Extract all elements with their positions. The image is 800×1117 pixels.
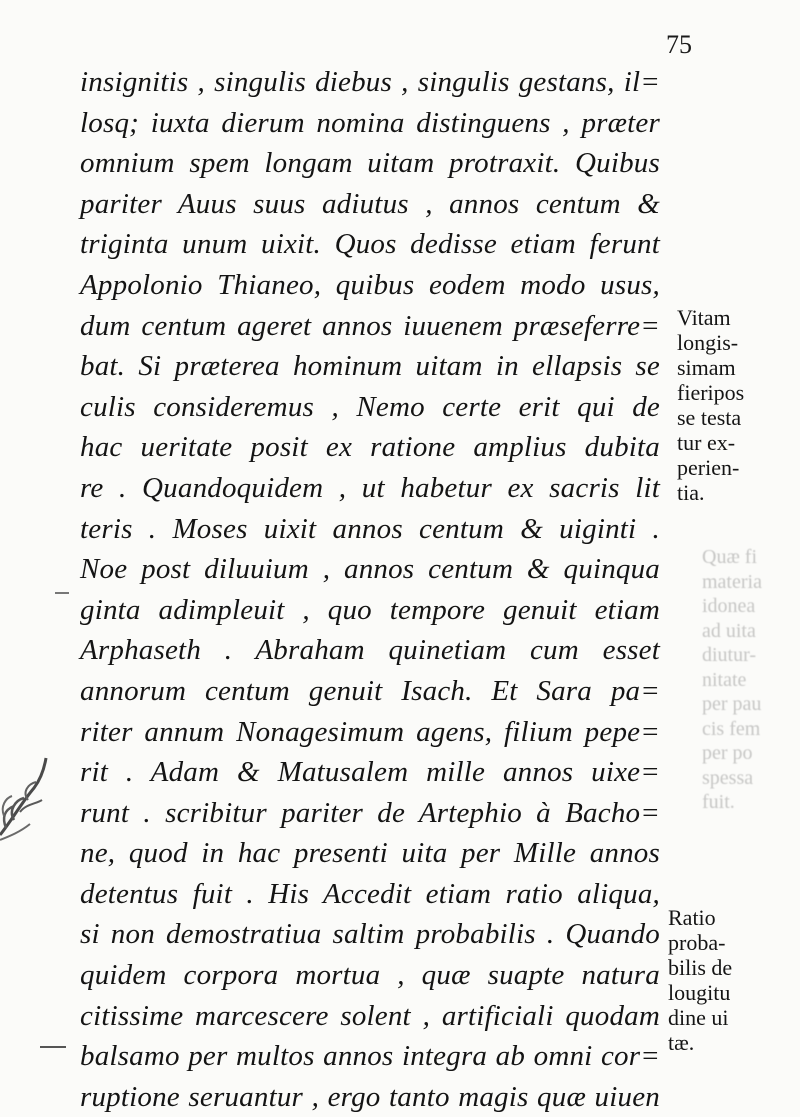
body-line: si non demostratiua saltim probabilis . Quando — [80, 918, 660, 951]
bleed-line: Quæ fi — [702, 546, 757, 568]
margin-note-vitam — [677, 305, 744, 505]
page-number: 75 — [666, 30, 692, 59]
body-line: omnium spem longam uitam protraxit. Quibus — [80, 147, 660, 180]
body-line: pariter Auus suus adiutus , annos centum & — [80, 187, 660, 220]
body-line: culis consideremus , Nemo certe erit qui de — [80, 390, 660, 423]
body-line: runt . scribitur pariter de Artephio à Bacho= — [80, 796, 660, 829]
body-line: citissime marcescere solent , artificiali quodam — [80, 999, 660, 1032]
margin-note-line: tia. — [677, 480, 705, 505]
bleed-line: materia — [702, 570, 762, 593]
bleed-line: ad uita — [702, 619, 756, 642]
margin-rule — [40, 1046, 66, 1048]
body-line: teris . Moses uixit annos centum & uiginti . — [80, 512, 660, 545]
margin-note-line: Vitam — [677, 305, 731, 330]
body-line: hac ueritate posit ex ratione amplius dubita — [80, 431, 660, 464]
margin-dash — [55, 592, 69, 594]
margin-note-line: se testa — [677, 405, 742, 430]
body-line: Arphaseth . Abraham quinetiam cum esset — [80, 634, 660, 667]
margin-note-line: fieripos — [677, 380, 745, 405]
bleed-line: nitate — [702, 668, 747, 691]
body-line: losq; iuxta dierum nomina distinguens , præter — [80, 106, 660, 139]
body-line: Appolonio Thianeo, quibus eodem modo usus, — [80, 268, 660, 301]
margin-note-line: Ratio — [668, 905, 716, 930]
margin-note-line: tæ. — [668, 1030, 695, 1055]
margin-note-line: lougitu — [668, 980, 731, 1005]
body-line: ne, quod in hac presenti uita per Mille annos — [80, 837, 660, 870]
margin-note-line: dine ui — [668, 1005, 729, 1030]
margin-note-line: bilis de — [668, 955, 733, 980]
body-line: Noe post diluuium , annos centum & quinqua — [80, 553, 660, 586]
margin-note-line: tur ex- — [677, 430, 736, 455]
body-line: bat. Si præterea hominum uitam in ellapsis se — [80, 350, 660, 383]
margin-note-line: perien- — [677, 455, 740, 480]
margin-note-ratio — [668, 905, 732, 1055]
body-line: ruptione seruantur , ergo tanto magis quæ uiuen — [80, 1080, 660, 1113]
margin-note-line: simam — [677, 355, 736, 380]
body-line: triginta unum uixit. Quos dedisse etiam ferunt — [80, 228, 660, 261]
body-line: insignitis , singulis diebus , singulis gestans, il= — [80, 66, 660, 98]
body-line: detentus fuit . His Accedit etiam ratio aliqua, — [80, 877, 660, 910]
pressed-plant-icon — [0, 740, 60, 850]
body-text — [80, 62, 660, 1117]
margin-note-line: longis- — [677, 330, 739, 355]
body-line: annorum centum genuit Isach. Et Sara pa= — [80, 674, 660, 707]
body-line: rit . Adam & Matusalem mille annos uixe= — [80, 756, 660, 789]
bleed-line: spessa — [702, 766, 754, 789]
bleed-line: per pau — [702, 693, 762, 715]
body-line: quidem corpora mortua , quæ suapte natura — [80, 959, 660, 992]
body-line: dum centum ageret annos iuuenem præseferre= — [80, 309, 660, 342]
body-line: re . Quandoquidem , ut habetur ex sacris lit — [80, 471, 660, 504]
body-line: riter annum Nonagesimum agens, filium pepe= — [80, 715, 660, 748]
bleed-through-text — [702, 545, 762, 815]
bleed-line: cis fem — [702, 717, 761, 740]
body-line: balsamo per multos annos integra ab omni cor= — [80, 1040, 660, 1073]
bleed-line: per po — [702, 742, 753, 764]
bleed-line: fuit. — [702, 791, 735, 813]
bleed-line: idonea — [702, 595, 756, 617]
margin-note-line: proba- — [668, 930, 726, 955]
body-line: ginta adimpleuit , quo tempore genuit etiam — [80, 593, 660, 626]
bleed-line: diutur- — [702, 644, 757, 666]
